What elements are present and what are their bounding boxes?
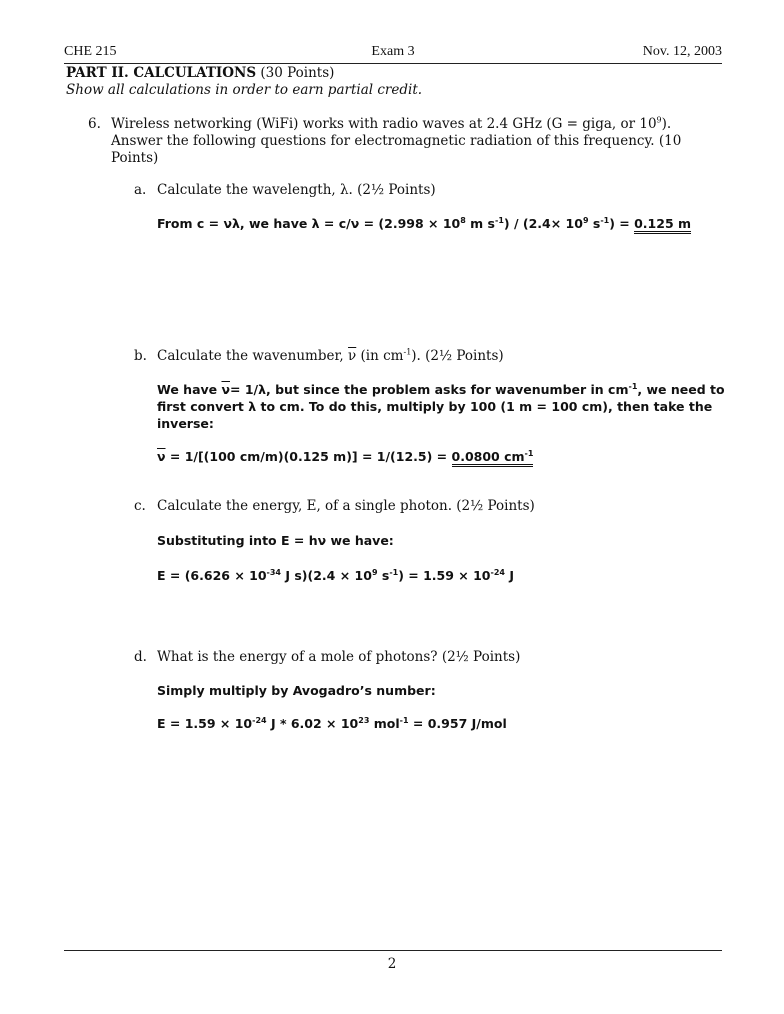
d-sup-1: -24: [252, 715, 267, 725]
question-sup: 9: [656, 115, 662, 125]
part-b-question: [157, 348, 727, 364]
b-ans-2: = 1/λ, but since the problem asks for wavenumber in cm: [230, 382, 629, 397]
question-number: 6.: [88, 116, 101, 132]
d-ans-a: E = 1.59 × 10: [157, 716, 253, 731]
d-ans-b: J * 6.02 × 10: [266, 716, 359, 731]
b-final-sup: -1: [524, 448, 534, 458]
b-q-sup: -1: [403, 347, 412, 357]
header-rule: [64, 63, 722, 64]
exam-date: Nov. 12, 2003: [642, 44, 722, 59]
page-header: [64, 44, 722, 62]
part-b-answer-2: [157, 448, 732, 465]
part-c-answer-1: Substituting into E = hν we have:: [157, 533, 394, 548]
instructions: Show all calculations in order to earn partial credit.: [66, 82, 423, 98]
b-q-nu: $\overline{\nu}$: [348, 348, 357, 364]
b-final-value: 0.0800 cm: [451, 449, 525, 464]
a-ans-1: From c = νλ, we have λ = c/ν = (2.998 × 10: [157, 216, 461, 231]
b-ans-3: , we need to first convert λ to cm. To do this, multiply by 100 (1 m = 100 cm), then take the inverse:: [157, 382, 725, 431]
part-d-label: d.: [134, 649, 147, 665]
c-sup-3: -1: [389, 567, 399, 577]
b-q-1: Calculate the wavenumber,: [157, 348, 349, 364]
b-ans2-1: = 1/[(100 cm/m)(0.125 m)] = 1/(12.5) =: [165, 449, 452, 464]
part-b-answer-1: [157, 381, 732, 432]
a-sup-1: 8: [460, 215, 466, 225]
d-sup-2: 23: [358, 715, 370, 725]
a-sup-2: -1: [495, 215, 504, 225]
a-ans-4: s: [588, 216, 601, 231]
a-ans-2: m s: [465, 216, 495, 231]
a-final-answer: 0.125 m: [634, 216, 691, 234]
c-ans-a: E = (6.626 × 10: [157, 568, 267, 583]
d-ans-c: mol: [369, 716, 400, 731]
b-ans-sup: -1: [628, 381, 638, 391]
footer-rule: [64, 950, 722, 951]
part-title-text: PART II. CALCULATIONS: [66, 65, 257, 81]
b-ans2-nu: $\overline{\nu}$: [157, 449, 166, 464]
b-q-3: ). (2½ Points): [411, 348, 504, 364]
part-c-question: Calculate the energy, E, of a single photon. (2½ Points): [157, 498, 535, 514]
part-a-question: Calculate the wavelength, λ. (2½ Points): [157, 182, 436, 198]
exam-name: Exam 3: [371, 44, 415, 59]
part-b-label: b.: [134, 348, 147, 364]
part-title: [66, 65, 334, 81]
part-d-question: What is the energy of a mole of photons? (2½ Points): [157, 649, 521, 665]
c-sup-1: -34: [266, 567, 281, 577]
c-sup-2: 9: [371, 567, 378, 577]
c-sup-4: -24: [490, 567, 505, 577]
part-d-answer-2: [157, 715, 732, 732]
c-ans-d: ) = 1.59 × 10: [398, 568, 491, 583]
d-sup-3: -1: [399, 715, 409, 725]
b-ans-1: We have: [157, 382, 222, 397]
question-text-a: Wireless networking (WiFi) works with radio waves at 2.4 GHz (G = giga, or 10: [111, 116, 657, 132]
course-code: CHE 215: [64, 44, 117, 59]
part-points: (30 Points): [256, 65, 335, 81]
a-sup-4: -1: [600, 215, 610, 225]
part-a-answer: [157, 215, 732, 232]
question-text-b: ). Answer the following questions for electromagnetic radiation of this frequency. (10 Points): [111, 116, 682, 166]
b-ans-nu: $\overline{\nu}$: [221, 382, 230, 397]
part-c-label: c.: [134, 498, 146, 514]
page-number: 2: [387, 956, 397, 972]
part-a-label: a.: [134, 182, 147, 198]
b-final-answer: [452, 449, 534, 467]
b-q-2: (in cm: [356, 348, 404, 364]
c-ans-e: J: [504, 568, 514, 583]
d-ans-d: = 0.957 J/mol: [408, 716, 507, 731]
a-sup-3: 9: [582, 215, 589, 225]
question-text: [111, 116, 726, 167]
c-ans-b: J s)(2.4 × 10: [281, 568, 372, 583]
a-ans-5: ) =: [609, 216, 635, 231]
part-d-answer-1: Simply multiply by Avogadro’s number:: [157, 683, 436, 698]
c-ans-c: s: [377, 568, 390, 583]
a-ans-3: ) / (2.4× 10: [503, 216, 583, 231]
part-c-answer-2: [157, 567, 732, 584]
